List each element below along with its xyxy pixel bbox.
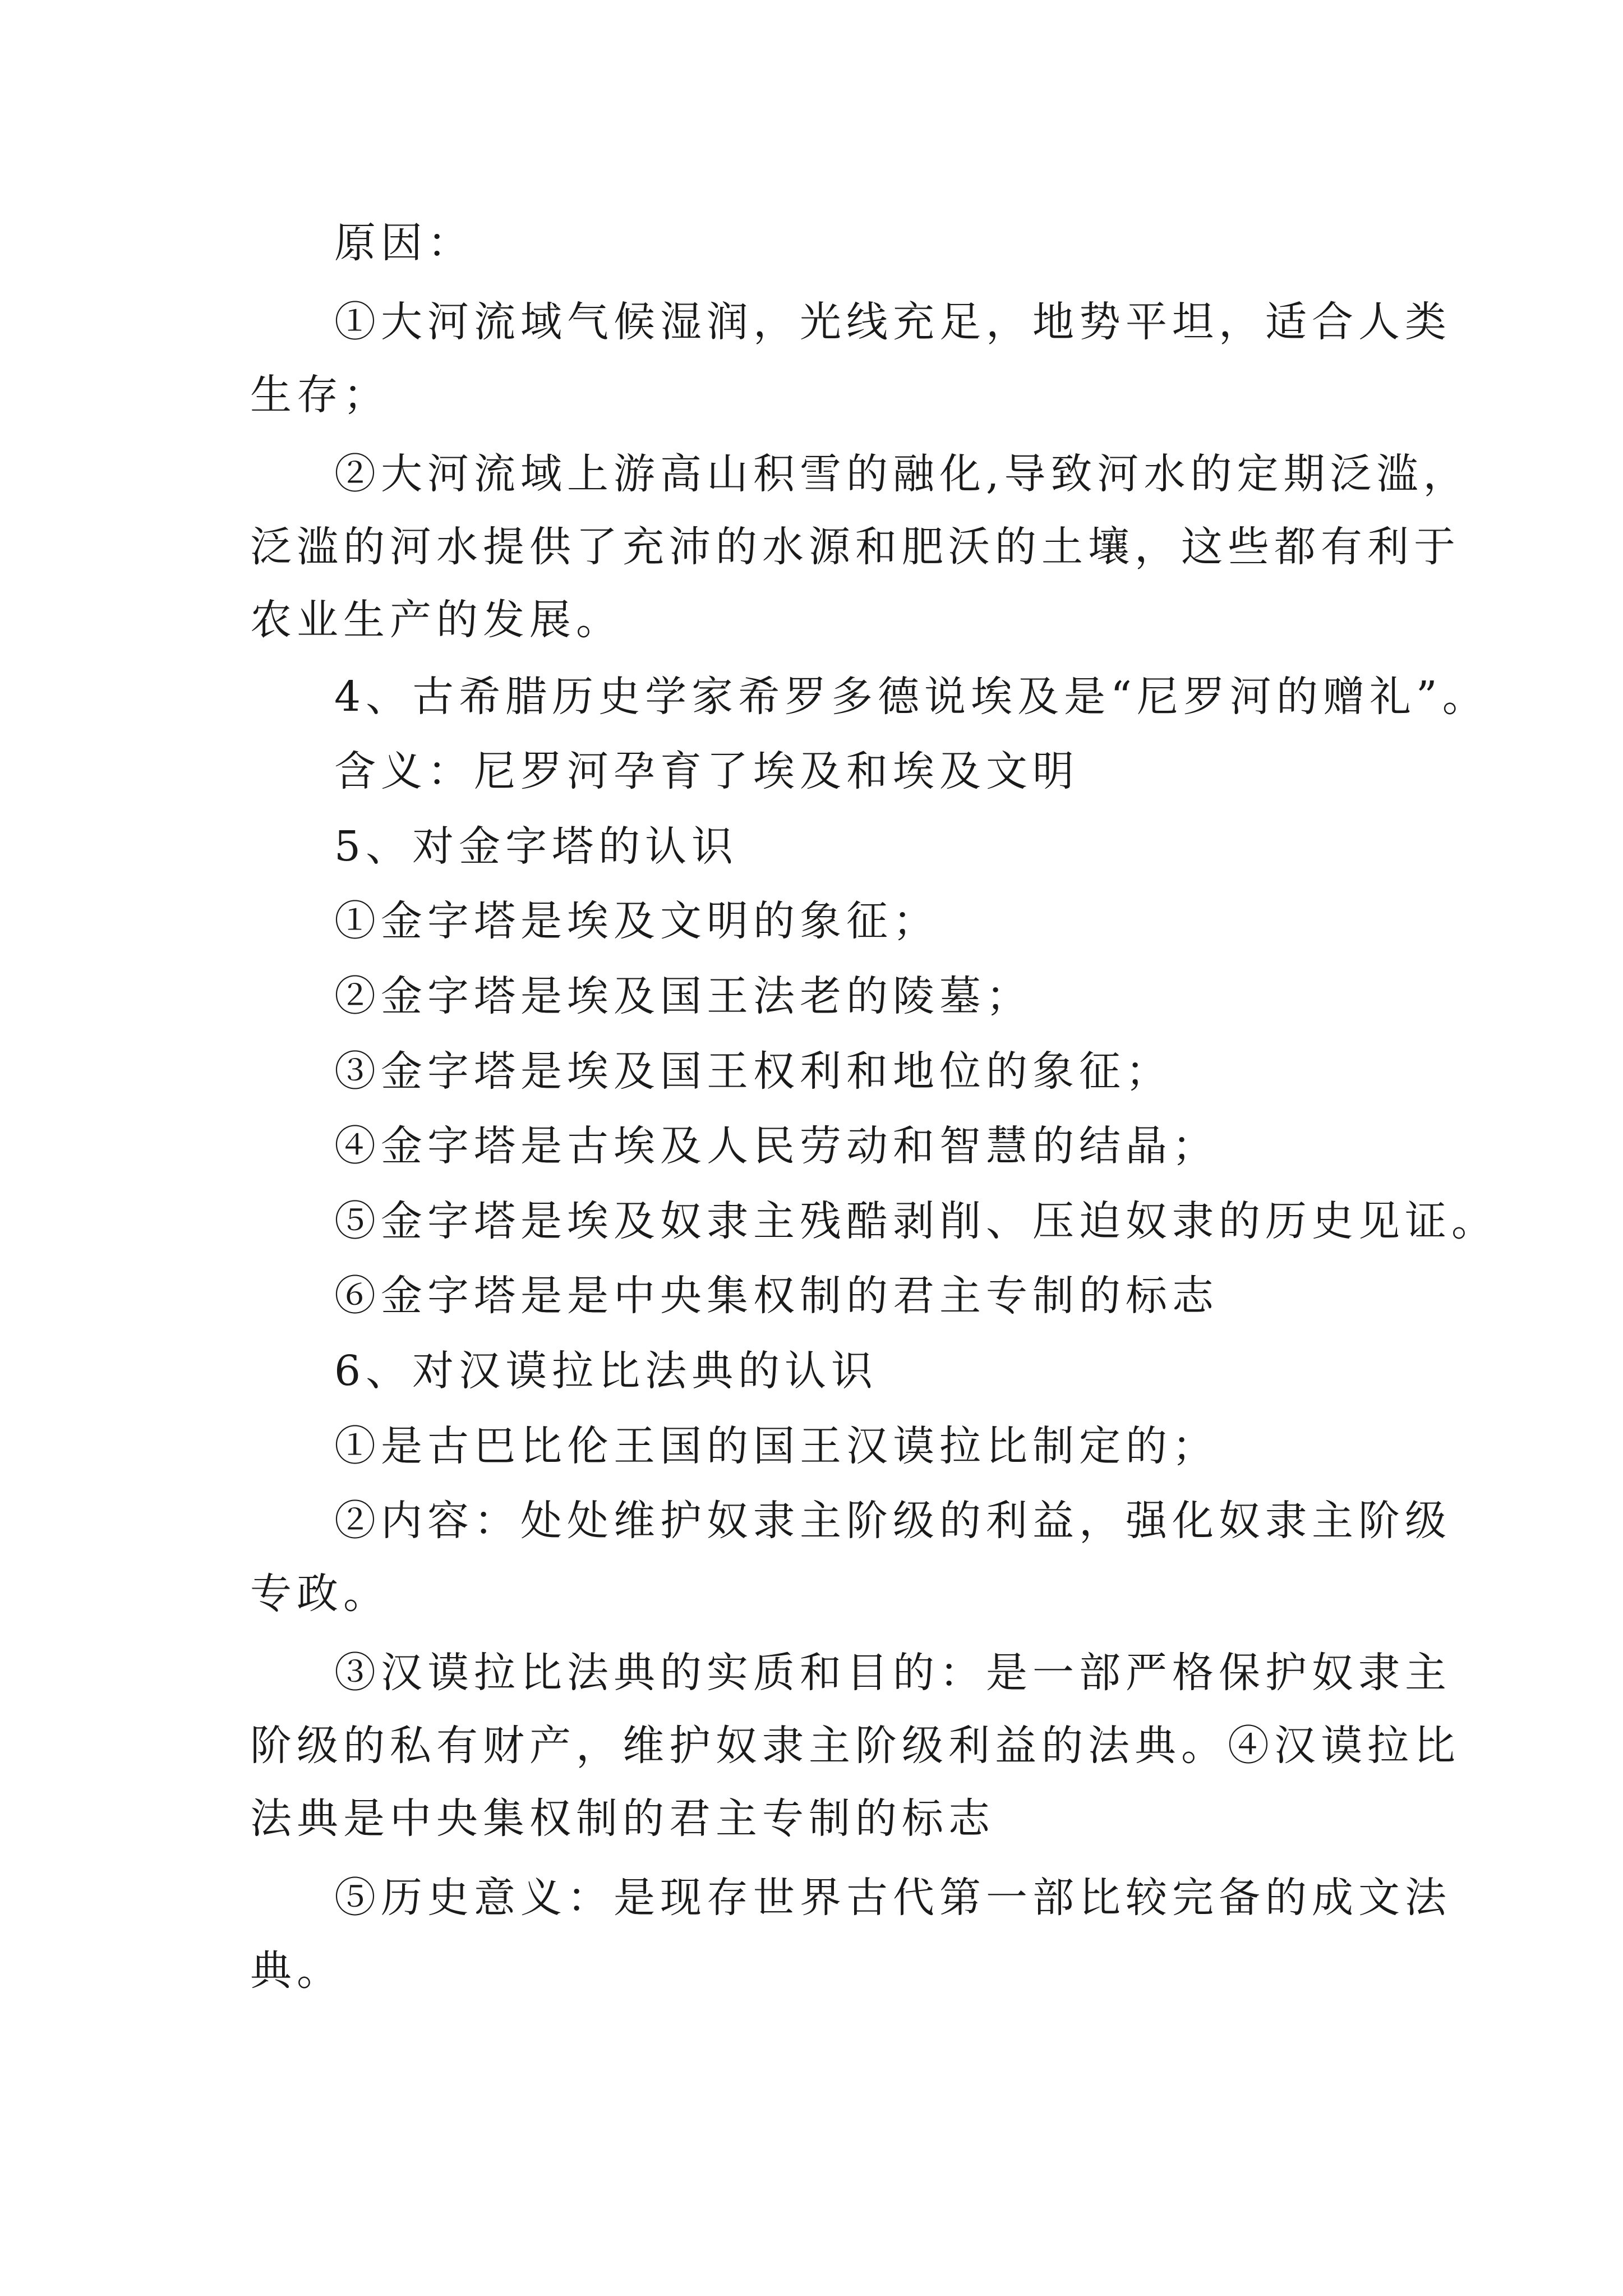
text-line-reason-1-cont: 生存； bbox=[250, 371, 390, 419]
text-line-pyramid-4: ④金字塔是古埃及人民劳动和智慧的结晶； bbox=[334, 1122, 1219, 1170]
text-line-pyramid-5: ⑤金字塔是埃及奴隶主残酷剥削、压迫奴隶的历史见证。 bbox=[334, 1197, 1498, 1245]
text-line-reason-heading: 原因： bbox=[334, 219, 474, 267]
text-line-code-2-cont: 专政。 bbox=[250, 1570, 390, 1618]
text-line-item-5-heading: 5、对金字塔的认识 bbox=[334, 822, 739, 871]
text-line-code-5-cont: 典。 bbox=[250, 1947, 343, 1995]
text-line-pyramid-3: ③金字塔是埃及国王权利和地位的象征； bbox=[334, 1047, 1172, 1096]
text-line-reason-2-cont-2: 农业生产的发展。 bbox=[250, 596, 623, 644]
text-line-code-3-cont-2: 法典是中央集权制的君主专制的标志 bbox=[250, 1795, 995, 1843]
text-line-pyramid-1: ①金字塔是埃及文明的象征； bbox=[334, 897, 939, 945]
text-line-reason-2: ②大河流域上游高山积雪的融化,导致河水的定期泛滥， bbox=[334, 450, 1470, 498]
text-line-item-4-meaning: 含义：尼罗河孕育了埃及和埃及文明 bbox=[334, 747, 1079, 795]
text-line-code-1: ①是古巴比伦王国的国王汉谟拉比制定的； bbox=[334, 1422, 1219, 1470]
text-line-reason-1: ①大河流域气候湿润，光线充足，地势平坦，适合人类 bbox=[334, 298, 1451, 346]
text-line-code-3-cont-1: 阶级的私有财产，维护奴隶主阶级利益的法典。④汉谟拉比 bbox=[250, 1722, 1460, 1770]
text-line-pyramid-2: ②金字塔是埃及国王法老的陵墓； bbox=[334, 972, 1032, 1020]
text-line-item-6-heading: 6、对汉谟拉比法典的认识 bbox=[334, 1347, 878, 1395]
text-line-item-4: 4、古希腊历史学家希罗多德说埃及是“尼罗河的赠礼”。 bbox=[334, 673, 1489, 721]
text-line-code-5: ⑤历史意义：是现存世界古代第一部比较完备的成文法 bbox=[334, 1874, 1451, 1922]
text-line-code-2: ②内容：处处维护奴隶主阶级的利益，强化奴隶主阶级 bbox=[334, 1497, 1451, 1545]
text-line-reason-2-cont-1: 泛滥的河水提供了充沛的水源和肥沃的土壤，这些都有利于 bbox=[250, 523, 1460, 571]
text-line-pyramid-6: ⑥金字塔是是中央集权制的君主专制的标志 bbox=[334, 1272, 1219, 1320]
text-line-code-3: ③汉谟拉比法典的实质和目的：是一部严格保护奴隶主 bbox=[334, 1649, 1451, 1697]
